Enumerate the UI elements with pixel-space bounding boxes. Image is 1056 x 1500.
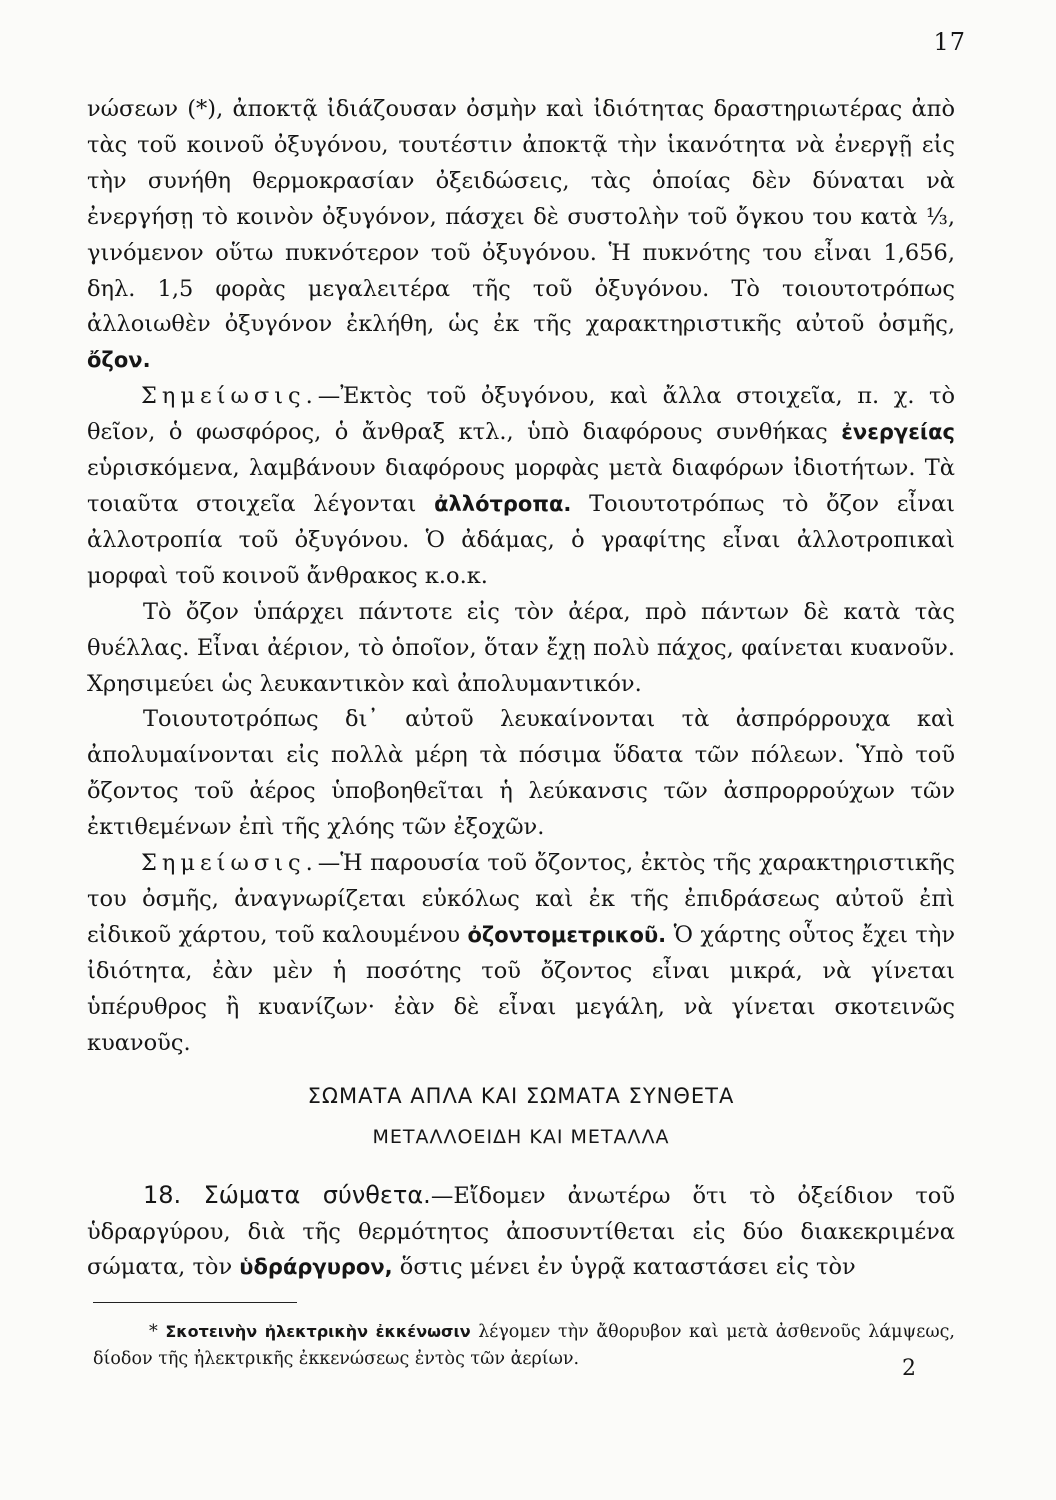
note-label: Σημείωσις. — [141, 383, 318, 410]
note-ozonometric — [87, 846, 955, 1061]
note-text: Τοιουτοτρόπως τὸ ὄζον εἶναι ἀλλοτροπία τοῦ ὀξυγόνου. Ὁ ἀδάμας, ὁ γραφίτης εἶναι ἀλλοτροπικαὶ μορφαὶ τοῦ κοινοῦ ἄνθρακος κ.ο.κ. — [87, 490, 955, 589]
page-number: 17 — [933, 28, 966, 56]
section-18-title: 18. Σώματα σύνθετα. — [143, 1181, 431, 1209]
footnote-marker: * — [149, 1322, 158, 1342]
paragraph-compound-bodies — [87, 1178, 955, 1286]
note-text: —Ἡ παρουσία τοῦ ὄζοντος, ἐκτὸς τῆς χαρακτηριστικῆς του ὀσμῆς, ἀναγνωρίζεται εὐκόλως καὶ ἐκ τῆς ἐπιδράσεως αὐτοῦ ἐπὶ εἰδικοῦ χάρτου, τοῦ καλουμένου — [87, 850, 955, 948]
footnote-text — [93, 1318, 955, 1373]
note-label: Σημείωσις. — [141, 850, 318, 877]
term-energy: ἐνεργείας — [841, 420, 955, 445]
footnote-rule — [93, 1302, 297, 1303]
footnote-body: λέγομεν τὴν ἄθορυβον καὶ μετὰ ἀσθενοῦς λάμψεως, δίοδον τῆς ἠλεκτρικῆς ἐκκενώσεως ἐντὸς τῶν ἀερίων. — [93, 1322, 955, 1369]
note-text: εὑρισκόμενα, λαμβάνουν διαφόρους μορφὰς μετὰ διαφόρων ἰδιοτήτων. Τὰ τοιαῦτα στοιχεῖα λέγονται — [87, 455, 955, 517]
paragraph-ozone-air: Τὸ ὄζον ὑπάρχει πάντοτε εἰς τὸν ἀέρα, πρὸ πάντων δὲ κατὰ τὰς θυέλλας. Εἶναι ἀέριον, τὸ ὁποῖον, ὅταν ἔχῃ πολὺ πάχος, φαίνεται κυανοῦν. Χρησιμεύει ὡς λευκαντικὸν καὶ ἀπολυμαντικόν. — [87, 598, 955, 697]
body-text — [87, 92, 955, 1061]
footnote-term: Σκοτεινὴν ἠλεκτρικὴν ἐκκένωσιν — [165, 1322, 471, 1341]
section-18 — [87, 1178, 955, 1286]
paragraph-ozone-intro — [87, 92, 955, 379]
signature-mark: 2 — [902, 1356, 916, 1381]
paragraph-text: νώσεων (*), ἀποκτᾷ ἰδιάζουσαν ὀσμὴν καὶ ἰδιότητας δραστηριωτέρας ἀπὸ τὰς τοῦ κοινοῦ ὀξυγόνου, τουτέστιν ἀποκτᾷ τὴν ἱκανότητα νὰ ἐνεργῇ εἰς τὴν συνήθη θερμοκρασίαν ὀξειδώσεις, τὰς ὁποίας δὲν δύναται νὰ ἐνεργήσῃ τὸ κοινὸν ὀξυγόνον, πάσχει δὲ συστολὴν τοῦ ὄγκου του κατὰ ⅓, γινόμενον οὕτω πυκνότερον τοῦ ὀξυγόνου. Ἡ πυκνότης του εἶναι 1,656, δηλ. 1,5 φορὰς μεγαλειτέρα τῆς τοῦ ὀξυγόνου. Τὸ τοιουτοτρόπως ἀλλοιωθὲν ὀξυγόνον ἐκλήθη, ὡς ἐκ τῆς χαρακτηριστικῆς αὐτοῦ ὀσμῆς, — [87, 96, 955, 338]
note-text: —Ἐκτὸς τοῦ ὀξυγόνου, καὶ ἄλλα στοιχεῖα, π. χ. τὸ θεῖον, ὁ φωσφόρος, ὁ ἄνθραξ κτλ., ὑπὸ διαφόρους συνθήκας — [87, 383, 955, 446]
term-allotropes: ἀλλότροπα. — [434, 491, 572, 516]
section-text: —Εἴδομεν ἀνωτέρω ὅτι τὸ ὀξείδιον τοῦ ὑδραργύρου, διὰ τῆς θερμότητος ἀποσυντίθεται εἰς δύο διακεκριμένα σώματα, τὸν — [87, 1183, 955, 1280]
section-text: ὅστις μένει ἐν ὑγρᾷ καταστάσει εἰς τὸν — [399, 1254, 856, 1280]
section-subheading: ΜΕΤΑΛΛΟΕΙΔΗ ΚΑΙ ΜΕΤΑΛΛΑ — [372, 1126, 670, 1148]
footnote — [93, 1318, 955, 1373]
paragraph-ozone-uses: Τοιουτοτρόπως δι᾽ αὐτοῦ λευκαίνονται τὰ ἀσπρόρρουχα καὶ ἀπολυμαίνονται εἰς πολλὰ μέρη τὰ πόσιμα ὕδατα τῶν πόλεων. Ὑπὸ τοῦ ὄζοντος τοῦ ἀέρος ὑποβοηθεῖται ἡ λεύκανσις τῶν ἀσπρορρούχων τῶν ἐκτιθεμένων ἐπὶ τῆς χλόης τῶν ἐξοχῶν. — [87, 706, 955, 841]
term-ozone: ὄζον. — [87, 348, 151, 373]
note-text: Ὁ χάρτης οὗτος ἔχει τὴν ἰδιότητα, ἐὰν μὲν ἡ ποσότης τοῦ ὄζοντος εἶναι μικρά, νὰ γίνεται ὑπέρυθρος ἢ κυανίζων· ἐὰν δὲ εἶναι μεγάλη, νὰ γίνεται σκοτεινῶς κυανοῦς. — [87, 921, 955, 1056]
term-mercury: ὑδράργυρον, — [239, 1255, 393, 1279]
note-allotropes — [87, 379, 955, 594]
section-heading: ΣΩΜΑΤΑ ΑΠΛΑ ΚΑΙ ΣΩΜΑΤΑ ΣΥΝΘΕΤΑ — [307, 1084, 735, 1108]
term-ozonometric: ὀζοντομετρικοῦ. — [467, 922, 667, 947]
